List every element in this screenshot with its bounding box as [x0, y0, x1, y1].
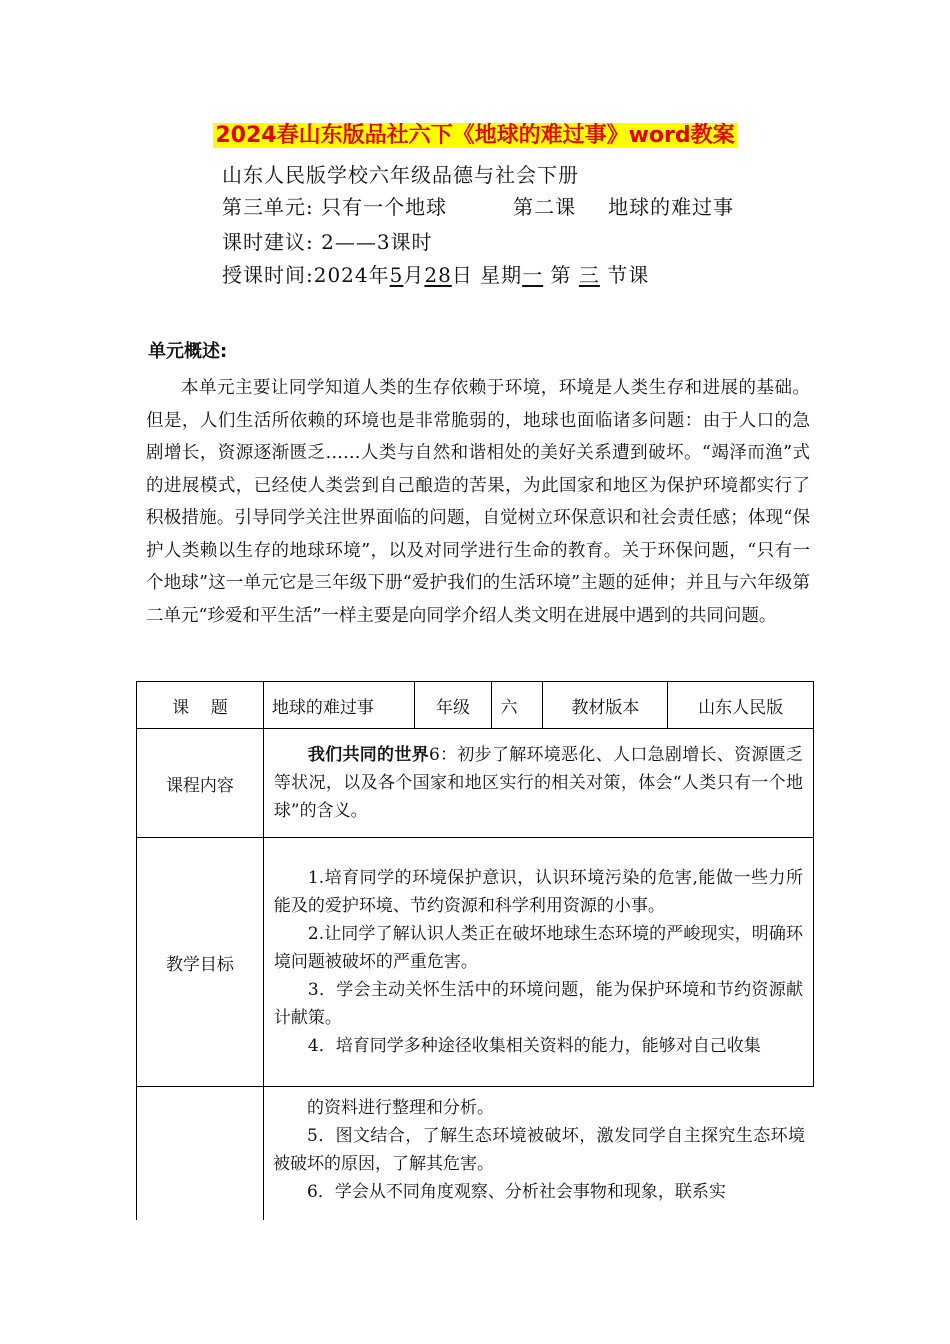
- document-title: [0, 120, 950, 152]
- objective-item: 4．培育同学多种途径收集相关资料的能力，能够对自己收集: [307, 1036, 761, 1056]
- label-course-content: 课程内容: [137, 729, 264, 838]
- table-row-objectives: [137, 838, 814, 1087]
- time-period-suffix: 节课: [599, 263, 650, 287]
- time-day: 28: [424, 263, 452, 287]
- table-row-topic: [137, 682, 814, 729]
- table-row-content: [137, 729, 814, 838]
- objective-item: 3．学会主动关怀生活中的环境问题，能为保护环境和节约资源献计献策。: [273, 980, 803, 1028]
- course-content-cell: [263, 729, 813, 838]
- continued-item: 的资料进行整理和分析。: [307, 1098, 494, 1118]
- continued-item: 5．图文结合，了解生态环境被破坏，激发同学自主探究生态环境被破坏的原因，了解其危害。: [273, 1126, 805, 1174]
- course-content-bold: 我们共同的世界: [307, 745, 429, 765]
- course-content-text: 6：初步了解环境恶化、人口急剧增长、资源匮乏等状况，以及各个国家和地区实行的相关对策，体会“人类只有一个地球”的含义。: [273, 745, 803, 821]
- time-weekday: 一: [522, 263, 544, 287]
- time-period: 三: [578, 263, 600, 287]
- meta-unit-line: [222, 192, 734, 222]
- value-topic: 地球的难过事: [263, 682, 414, 729]
- time-month-suffix: 月: [403, 263, 425, 287]
- value-edition: 山东人民版: [668, 682, 814, 729]
- lesson-number: 第二课: [513, 195, 577, 219]
- time-prefix: 授课时间:2024年: [222, 263, 390, 287]
- objective-item: 1.培育同学的环境保护意识，认识环境污染的危害,能做一些力所能及的爱护环境、节约资源和科学利用资源的小事。: [273, 868, 803, 916]
- continued-objectives: [273, 1094, 805, 1206]
- meta-hours-line: [222, 227, 433, 257]
- label-topic: 课 题: [137, 682, 264, 729]
- continued-item: 6．学会从不同角度观察、分析社会事物和现象，联系实: [307, 1182, 726, 1202]
- meta-textbook-line: [222, 160, 579, 190]
- time-month: 5: [389, 263, 404, 287]
- lesson-title: 地球的难过事: [608, 195, 735, 219]
- overview-heading: 单元概述:: [148, 341, 228, 362]
- label-objectives: 教学目标: [137, 838, 264, 1087]
- unit-name: 第三单元: 只有一个地球: [222, 195, 448, 219]
- textbook-name: 山东人民版学校六年级品德与社会下册: [222, 163, 579, 187]
- overview-paragraph: 本单元主要让同学知道人类的生存依赖于环境，环境是人类生存和进展的基础。但是，人们生活所依赖的环境也是非常脆弱的，地球也面临诸多问题：由于人口的急剧增长，资源逐渐匮乏……人类与自然和谐相处的美好关系遭到破坏。“竭泽而渔”式的进展模式，已经使人类尝到自己酿造的苦果，为此国家和地区为保护环境都实行了积极措施。引导同学关注世界面临的问题，自觉树立环保意识和社会责任感；体现“保护人类赖以生存的地球环境”，以及对同学进行生命的教育。关于环保问题，“只有一个地球”这一单元它是三年级下册“爱护我们的生活环境”主题的延伸；并且与六年级第二单元“珍爱和平生活”一样主要是向同学介绍人类文明在进展中遇到的共同问题。: [146, 378, 810, 626]
- title-highlight: 2024春山东版品社六下《地球的难过事》word教案: [215, 123, 735, 148]
- lesson-info-table: [136, 681, 814, 1087]
- value-grade: 六: [492, 682, 543, 729]
- meta-time-line: [222, 260, 649, 290]
- label-edition: 教材版本: [543, 682, 668, 729]
- time-period-prefix: 第: [543, 263, 579, 287]
- class-hours: 课时建议: 2——3课时: [222, 230, 433, 254]
- objectives-cell: [263, 838, 813, 1087]
- time-day-suffix: 日 星期: [451, 263, 523, 287]
- label-grade: 年级: [414, 682, 492, 729]
- objective-item: 2.让同学了解认识人类正在破坏地球生态环境的严峻现实，明确环境问题被破坏的严重危害。: [273, 924, 803, 972]
